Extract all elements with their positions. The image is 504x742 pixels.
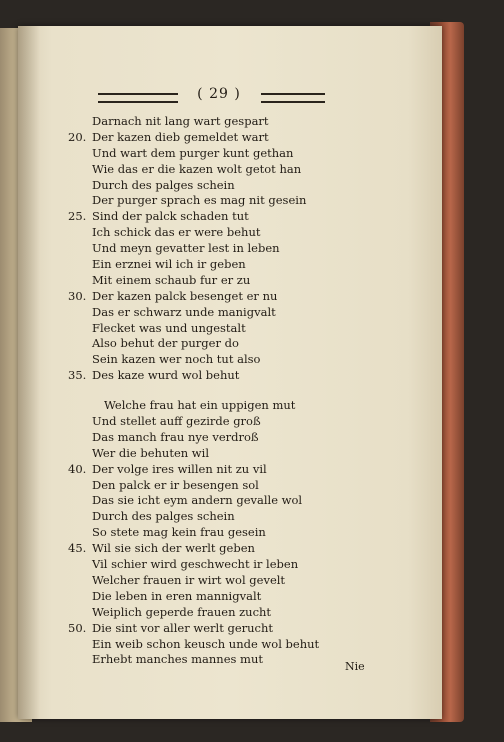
catchword: Nie	[345, 660, 365, 673]
line-number: 45.	[68, 541, 87, 556]
line-text: Das manch frau nye verdroß	[92, 429, 259, 444]
line-text: Und meyn gevatter lest in leben	[92, 241, 280, 256]
poem-line	[68, 398, 368, 414]
poem-line	[68, 541, 368, 557]
poem-line	[68, 557, 368, 573]
stanza-1	[68, 114, 368, 384]
poem-line	[68, 525, 368, 541]
line-text: Und wart dem purger kunt gethan	[92, 145, 294, 160]
line-text: Vil schier wird geschwecht ir leben	[92, 557, 299, 572]
line-text: Ein erznei wil ich ir geben	[92, 257, 246, 272]
header-rule-left	[98, 93, 178, 103]
poem-line	[68, 289, 368, 305]
line-text: Und stellet auff gezirde groß	[92, 414, 261, 429]
poem-line	[68, 257, 368, 273]
line-text: Also behut der purger do	[92, 336, 239, 351]
line-number: 20.	[68, 129, 87, 144]
poem-line	[68, 509, 368, 525]
page-number: ( 29 )	[197, 86, 241, 102]
line-number: 50.	[68, 620, 87, 635]
line-text: Der purger sprach es mag nit gesein	[92, 193, 307, 208]
poem-line	[68, 241, 368, 257]
line-text: Erhebt manches mannes mut	[92, 652, 263, 667]
poem-line	[68, 621, 368, 637]
line-text: Der volge ires willen nit zu vil	[92, 461, 267, 476]
line-text: Welcher frauen ir wirt wol gevelt	[92, 572, 286, 587]
page-header	[18, 88, 442, 104]
line-text: Die leben in eren mannigvalt	[92, 588, 262, 603]
poem-line	[68, 352, 368, 368]
poem-line	[68, 414, 368, 430]
poem-line	[68, 652, 368, 668]
poem-text	[68, 114, 368, 668]
line-number: 25.	[68, 209, 87, 224]
line-text: Durch des palges schein	[92, 177, 235, 192]
line-text: Mit einem schaub fur er zu	[92, 272, 251, 287]
poem-line	[68, 162, 368, 178]
poem-line	[68, 305, 368, 321]
poem-line	[68, 493, 368, 509]
gutter-shadow	[18, 26, 40, 719]
line-text: Ich schick das er were behut	[92, 225, 261, 240]
header-rule-right	[261, 93, 325, 103]
poem-line	[68, 573, 368, 589]
poem-line	[68, 209, 368, 225]
line-number: 40.	[68, 461, 87, 476]
poem-line	[68, 589, 368, 605]
poem-line	[68, 368, 368, 384]
line-text: Darnach nit lang wart gespart	[92, 114, 269, 128]
line-text: Des kaze wurd wol behut	[92, 368, 240, 383]
poem-line	[68, 193, 368, 209]
line-text: Flecket was und ungestalt	[92, 320, 246, 335]
line-text: Wer die behuten wil	[92, 445, 210, 460]
line-text: Wil sie sich der werlt geben	[92, 541, 255, 556]
poem-line	[68, 146, 368, 162]
poem-line	[68, 336, 368, 352]
line-text: Der kazen palck besenget er nu	[92, 288, 278, 303]
line-text: So stete mag kein frau gesein	[92, 525, 266, 540]
poem-line	[68, 446, 368, 462]
stanza-2	[68, 414, 368, 668]
poem-line	[68, 605, 368, 621]
line-number: 35.	[68, 368, 87, 383]
line-text: Sein kazen wer noch tut also	[92, 352, 261, 367]
poem-line	[68, 321, 368, 337]
line-number: 30.	[68, 288, 87, 303]
line-text: Die sint vor aller werlt gerucht	[92, 620, 274, 635]
poem-line	[68, 273, 368, 289]
line-text: Wie das er die kazen wolt getot han	[92, 161, 302, 176]
poem-line	[68, 430, 368, 446]
stanza-gap	[68, 384, 368, 398]
poem-line	[68, 478, 368, 494]
line-text: Den palck er ir besengen sol	[92, 477, 259, 492]
poem-line	[68, 114, 368, 130]
poem-line	[68, 462, 368, 478]
line-text: Das er schwarz unde manigvalt	[92, 304, 276, 319]
poem-line	[68, 637, 368, 653]
book-page	[18, 26, 442, 719]
line-text: Welche frau hat ein uppigen mut	[104, 398, 296, 413]
poem-line	[68, 178, 368, 194]
poem-line	[68, 130, 368, 146]
line-text: Der kazen dieb gemeldet wart	[92, 129, 269, 144]
line-text: Durch des palges schein	[92, 509, 235, 524]
line-text: Sind der palck schaden tut	[92, 209, 249, 224]
line-text: Weiplich geperde frauen zucht	[92, 604, 272, 619]
line-text: Ein weib schon keusch unde wol behut	[92, 636, 320, 651]
poem-line	[68, 225, 368, 241]
line-text: Das sie icht eym andern gevalle wol	[92, 493, 303, 508]
